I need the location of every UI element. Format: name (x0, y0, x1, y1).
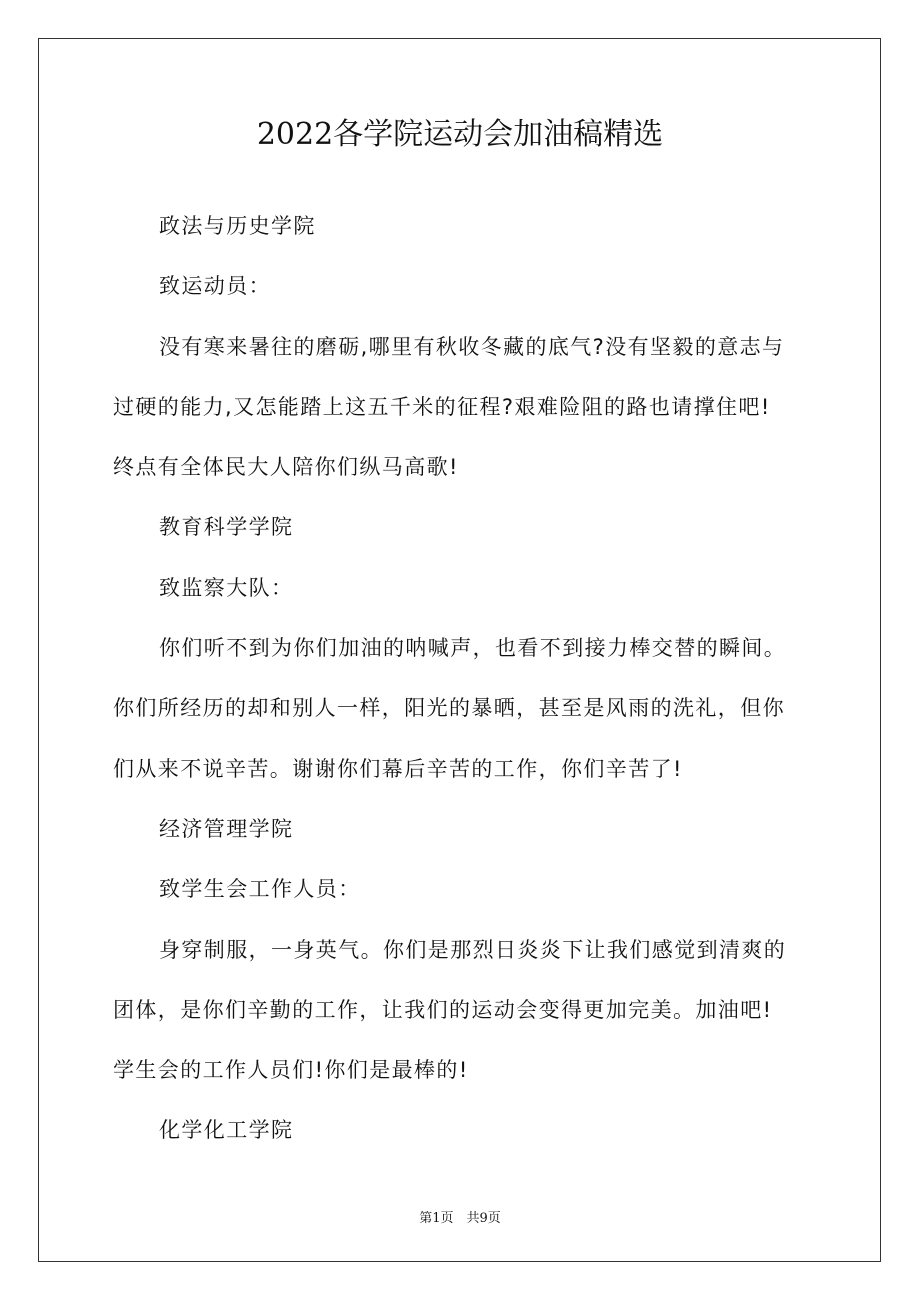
text-line: 终点有全体民大人陪你们纵马高歌! (113, 455, 459, 480)
text-line: 学生会的工作人员们!你们是最棒的! (113, 1058, 469, 1083)
text-line: 们从来不说辛苦。谢谢你们幕后辛苦的工作，你们辛苦了! (113, 756, 683, 781)
text-line: 致监察大队： (159, 575, 294, 600)
text-line: 团体，是你们辛勤的工作，让我们的运动会变得更加完美。加油吧! (113, 997, 773, 1022)
text-line: 致学生会工作人员： (159, 877, 361, 902)
text-line: 过硬的能力,又怎能踏上这五千米的征程?艰难险阻的路也请撑住吧! (113, 394, 771, 419)
paragraph (113, 558, 813, 618)
paragraph (113, 317, 813, 498)
text-line: 化学化工学院 (159, 1118, 294, 1143)
text-line: 经济管理学院 (159, 816, 294, 841)
paragraph (113, 497, 813, 557)
text-line: 教育科学学院 (159, 515, 294, 540)
paragraph (113, 256, 813, 316)
paragraph (113, 1100, 813, 1160)
text-line: 身穿制服，一身英气。你们是那烈日炎炎下让我们感觉到清爽的 (159, 937, 787, 962)
paragraph (113, 618, 813, 799)
paragraph (113, 859, 813, 919)
document-body (113, 196, 813, 1161)
text-line: 致运动员： (159, 274, 271, 299)
text-line: 你们听不到为你们加油的呐喊声，也看不到接力棒交替的瞬间。 (159, 636, 787, 661)
paragraph (113, 920, 813, 1101)
paragraph (113, 196, 813, 256)
text-line: 你们所经历的却和别人一样，阳光的暴晒，甚至是风雨的洗礼，但你 (113, 696, 785, 721)
text-line: 没有寒来暑往的磨砺,哪里有秋收冬藏的底气?没有坚毅的意志与 (159, 334, 785, 359)
paragraph (113, 799, 813, 859)
text-line: 政法与历史学院 (159, 214, 316, 238)
document-title: 2022各学院运动会加油稿精选 (256, 117, 664, 152)
page-footer: 第1页 共9页 (419, 1211, 501, 1226)
